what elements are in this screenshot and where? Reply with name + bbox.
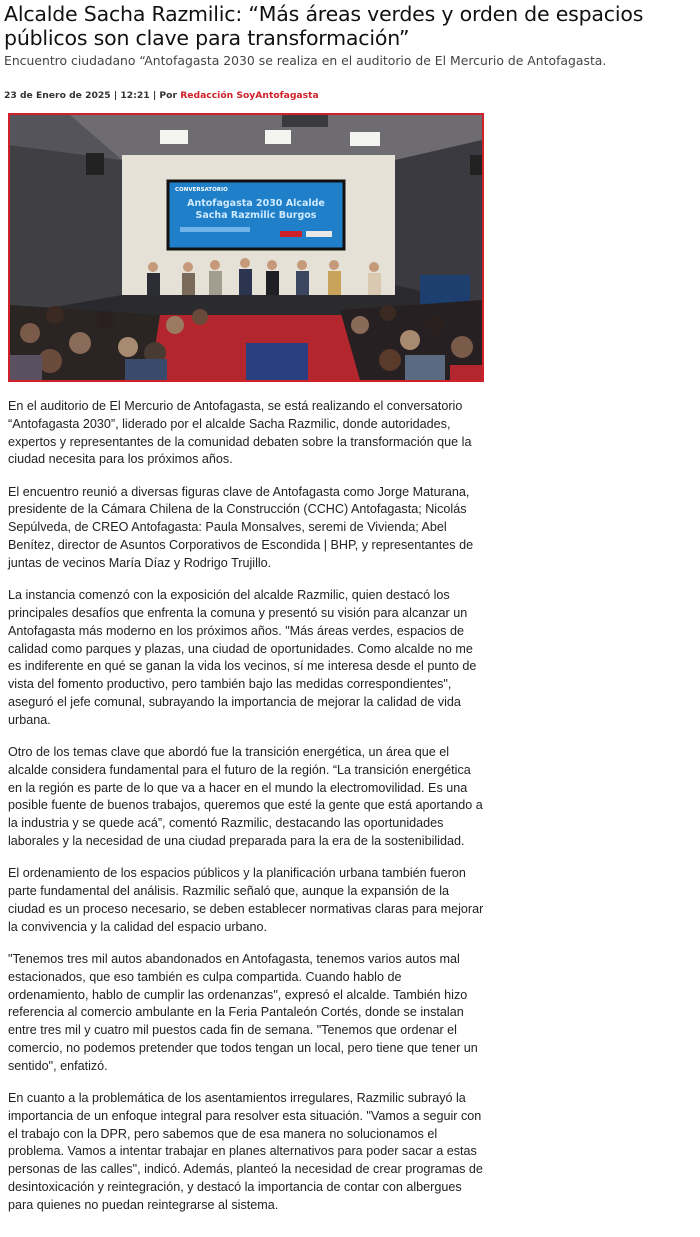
paragraph-3: La instancia comenzó con la exposición del alcalde Razmilic, quien destacó los principales desafíos que enfrenta la comuna y presentó su visión para alcanzar un Antofagasta más moderno en los próximos años. "Más áreas verdes, espacios de calidad como parques y plazas, una ciudad de oportunidades. Como alcalde no me es indiferente en qué se ganan la vida los vecinos, sí me interesa desde el punto de vista del fomento productivo, pero también bajo las medidas correspondientes", aseguró el jefe comunal, subrayando la importancia de mejorar la calidad de vida urbana. xyxy=(8,588,477,727)
paragraph-4: Otro de los temas clave que abordó fue la transición energética, un área que el alcalde considera fundamental para el futuro de la región. “La transición energética en la región es parte de lo que va a hacer en el mundo la electromovilidad. Es una posible fuente de buenos trabajos, queremos que esté la gente que está aportando a la industria y se quede acá”, comentó Razmilic, destacando las oportunidades laborales y la necesidad de una ciudad preparada para la era de la sostenibilidad. xyxy=(8,745,483,849)
author-link[interactable]: Redacción SoyAntofagasta xyxy=(180,90,319,101)
publish-date: 23 de Enero de 2025 | 12:21 xyxy=(4,90,150,101)
paragraph-6: "Tenemos tres mil autos abandonados en Antofagasta, tenemos varios autos mal estacionados, que eso también es culpa compartida. Cuando hablo de ordenamiento, hablo de cumplir las ordenanzas", expresó el alcalde. También hizo referencia al comercio ambulante en la Feria Pantaleón Cortés, donde se instalan entre tres mil y cuatro mil puestos cada fin de semana. "Tenemos que ordenar el comercio, no podemos pretender que todos tengan un local, pero tiene que tener un sentido", enfatizó. xyxy=(8,952,478,1073)
screen-kicker: CONVERSATORIO xyxy=(175,187,228,193)
ceiling-light xyxy=(160,130,188,144)
article-photo xyxy=(8,113,484,382)
ceiling-light xyxy=(350,132,380,146)
paragraph-7: En cuanto a la problemática de los asentamientos irregulares, Razmilic subrayó la importancia de un enfoque integral para resolver esta situación. "Vamos a seguir con el trabajo con la DPR, pero sabemos que de esa manera no solucionamos el problema. Vamos a intentar trabajar en planes alternativos para poder sacar a estas personas de las calles", indicó. Además, planteó la necesidad de crear programas de desintoxicación y reintegración, y destacó la importancia de contar con albergues para quienes no puedan reintegrarse al sistema. xyxy=(8,1091,483,1212)
ceiling-light xyxy=(265,130,291,144)
paragraph-5: El ordenamiento de los espacios públicos y la planificación urbana también fueron parte fundamental del análisis. Razmilic señaló que, aunque la expansión de la ciudad es un proceso necesario, se deben establecer normativas claras para mejorar la convivencia y la calidad del espacio urbano. xyxy=(8,866,484,934)
screen-title-line-2: Sacha Razmilic Burgos xyxy=(195,210,317,221)
article-headline: Alcalde Sacha Razmilic: “Más áreas verdes y orden de espacios públicos son clave para transformación” xyxy=(4,2,644,50)
byline-prefix: | Por xyxy=(152,90,177,101)
article-body xyxy=(8,398,484,1229)
screen-title-line-1: Antofagasta 2030 Alcalde xyxy=(187,198,325,209)
paragraph-1: En el auditorio de El Mercurio de Antofagasta, se está realizando el conversatorio “Antofagasta 2030”, liderado por el alcalde Sacha Razmilic, donde autoridades, expertos y representantes de la comunidad debaten sobre la transformación que la ciudad necesita para los próximos años. xyxy=(8,399,472,467)
article-subtitle: Encuentro ciudadano “Antofagasta 2030 se realiza en el auditorio de El Mercurio de Antofagasta. xyxy=(4,53,607,68)
article-byline xyxy=(4,90,319,101)
paragraph-2: El encuentro reunió a diversas figuras clave de Antofagasta como Jorge Maturana, presidente de la Cámara Chilena de la Construcción (CCHC) Antofagasta; Nicolás Sepúlveda, de CREO Antofagasta: Paula Monsalves, seremi de Vivienda; Abel Benítez, director de Asuntos Corporativos de Escondida | BHP, y representantes de juntas de vecinos María Díaz y Rodrigo Trujillo. xyxy=(8,484,474,570)
